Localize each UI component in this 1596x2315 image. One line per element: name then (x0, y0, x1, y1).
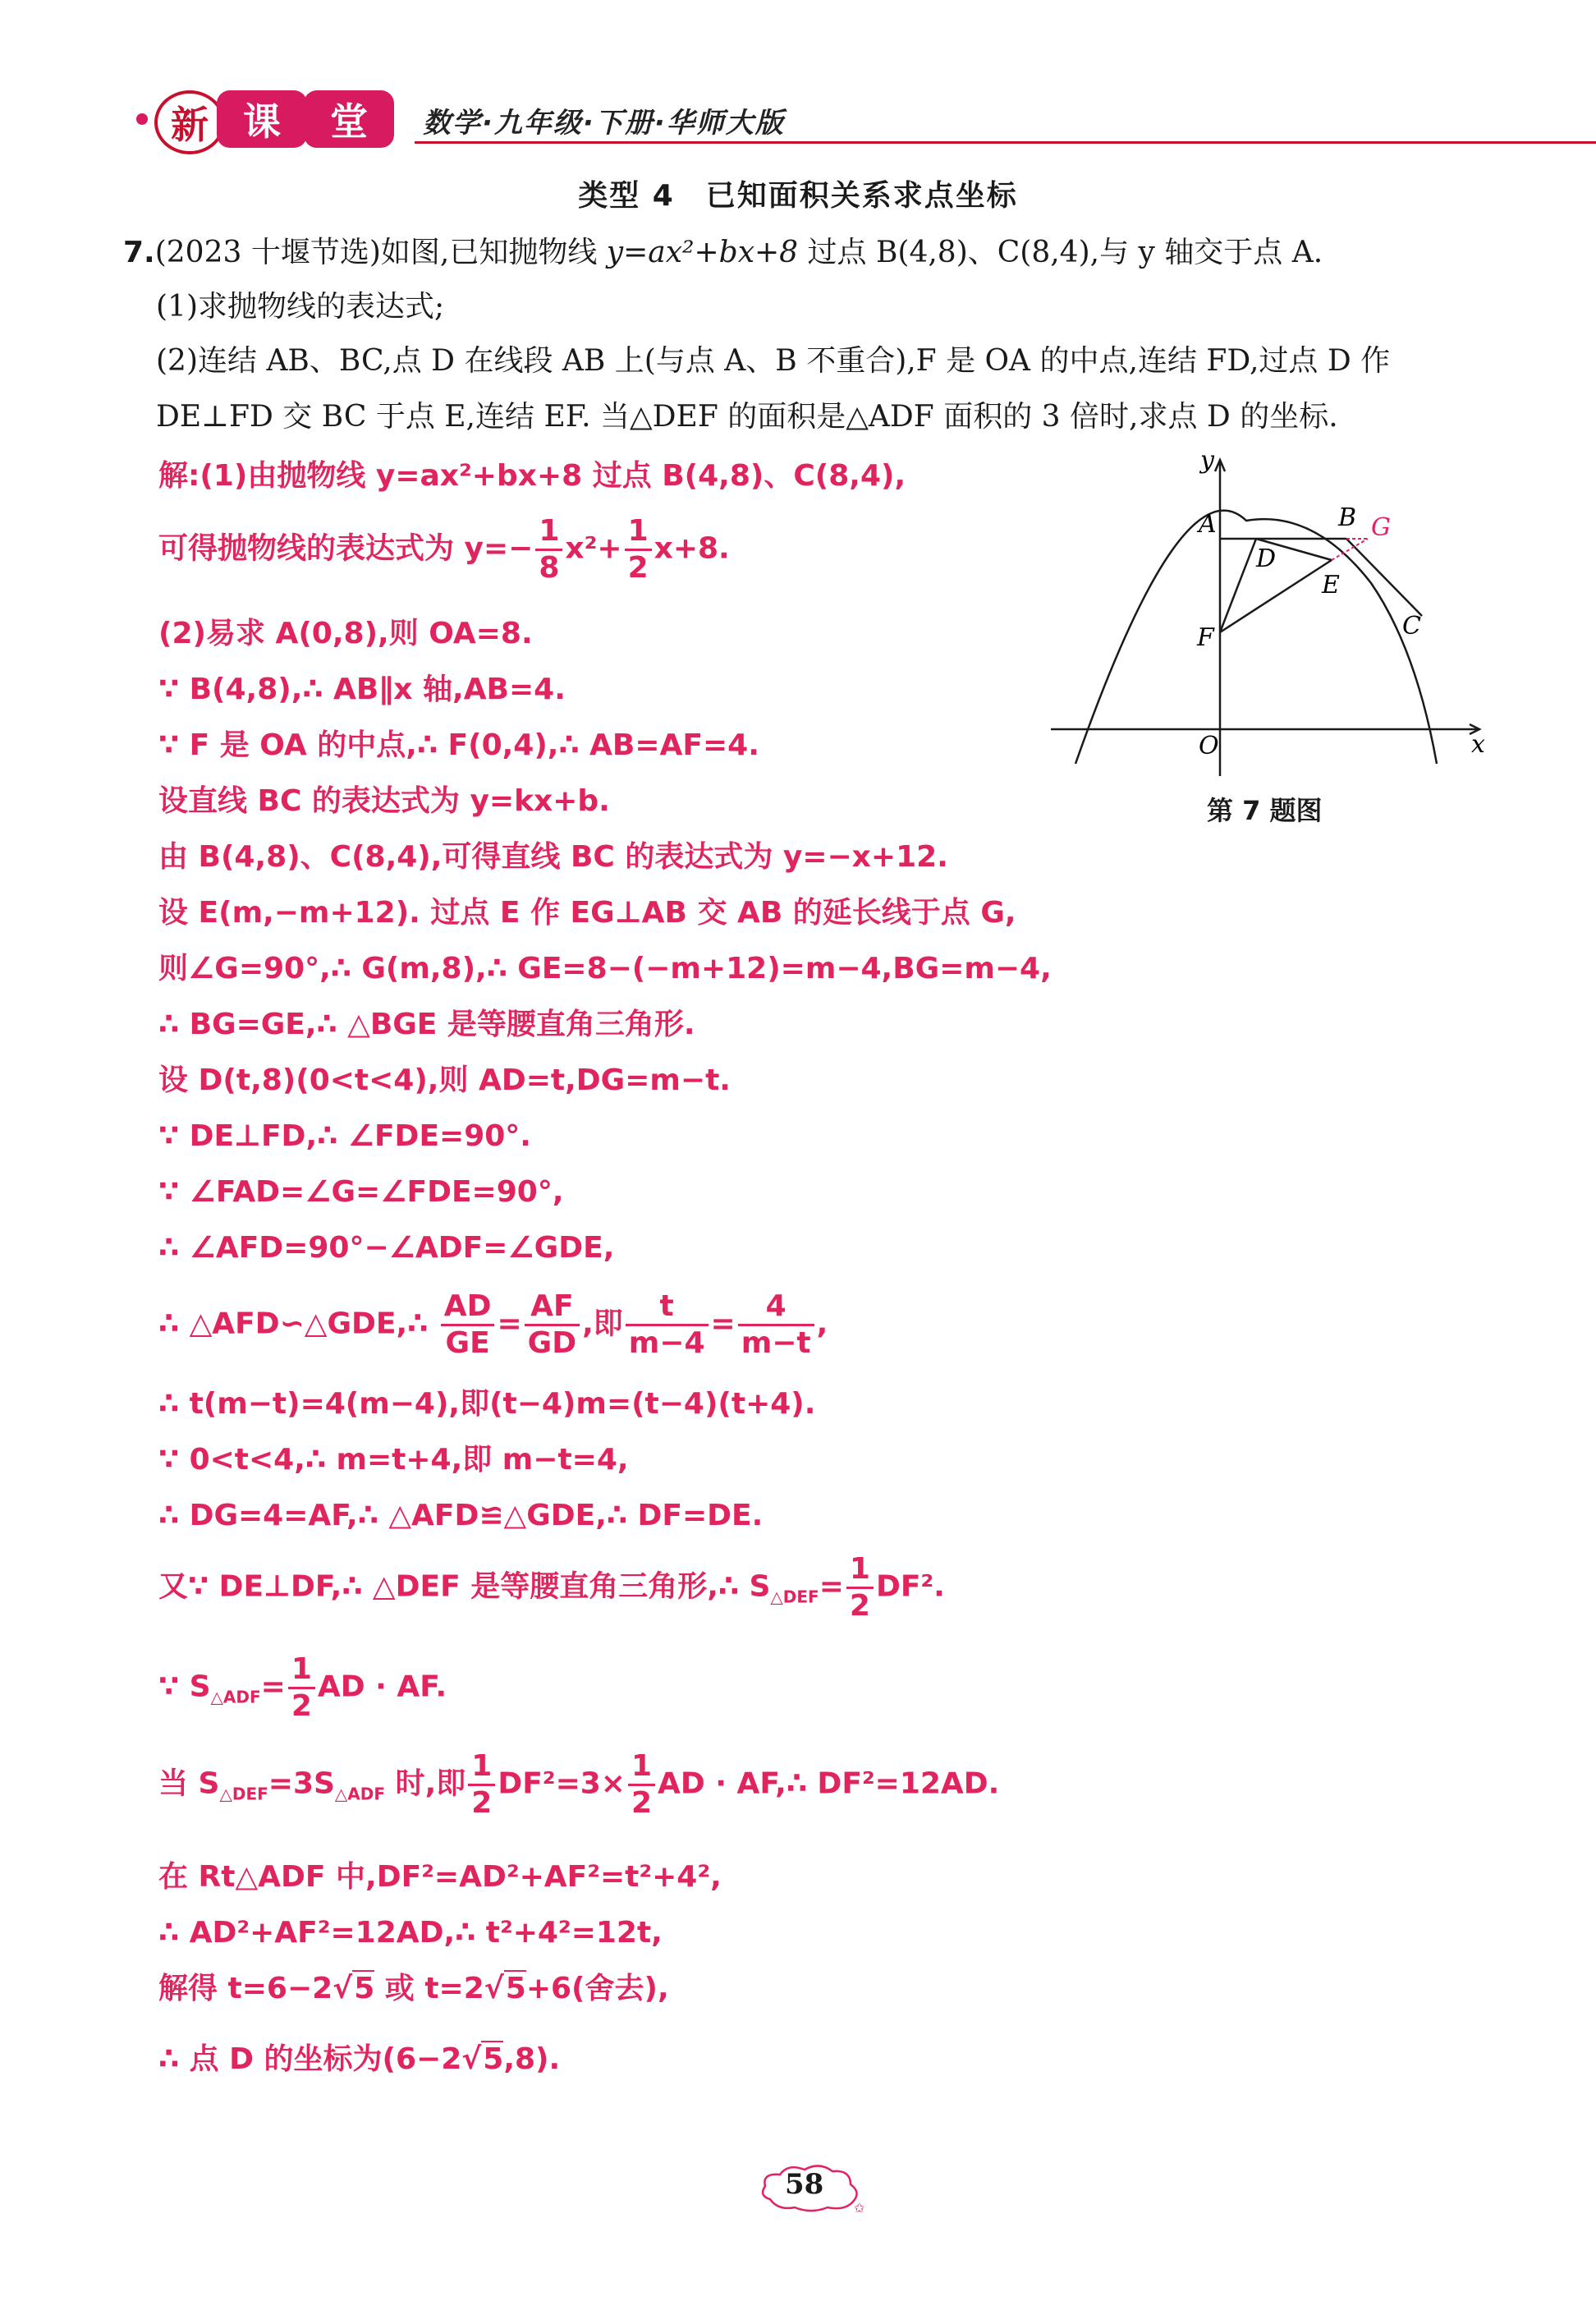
solution-text: ,8). (503, 2042, 561, 2076)
solution-text: x+8. (654, 531, 730, 566)
section-title: 类型 4 已知面积关系求点坐标 (578, 179, 1018, 213)
solution-text: =3S (268, 1766, 335, 1801)
book-title: 数学·九年级·下册·华师大版 (423, 107, 785, 140)
solution-line-24: 解得 t=6−2√5 或 t=2√5+6(舍去), (158, 1972, 669, 2005)
solution-text: 或 t=2 (374, 1972, 484, 2005)
numerator: 1 (288, 1652, 315, 1689)
denominator: 8 (539, 551, 560, 585)
solution-line-13: ∵ ∠FAD=∠G=∠FDE=90°, (158, 1175, 564, 1209)
solution-line-4: ∵ B(4,8),∴ AB∥x 轴,AB=4. (158, 673, 566, 706)
label-x: x (1471, 730, 1485, 759)
denominator: 2 (291, 1689, 312, 1723)
fraction (468, 1749, 495, 1821)
label-B: B (1338, 503, 1357, 532)
denominator: m−t (741, 1326, 811, 1360)
area-subscript: △ADF (334, 1784, 386, 1804)
fraction (535, 514, 562, 586)
solution-text: DF². (875, 1569, 945, 1604)
solution-text: 可得抛物线的表达式为 y=− (158, 531, 534, 566)
numerator: 1 (628, 1749, 655, 1786)
problem-number: 7. (123, 236, 155, 269)
problem-stem-a: 如图,已知抛物线 (380, 236, 607, 269)
denominator: 2 (471, 1786, 493, 1820)
label-C: C (1402, 612, 1421, 641)
solution-text: , (816, 1307, 828, 1341)
equals-sign: = (710, 1307, 736, 1341)
label-G: G (1371, 513, 1391, 542)
fraction (525, 1289, 580, 1361)
numerator: 1 (846, 1552, 874, 1589)
fraction (441, 1289, 495, 1361)
denominator: GE (445, 1326, 490, 1360)
solution-line-23: ∴ AD²+AF²=12AD,∴ t²+4²=12t, (158, 1916, 663, 1950)
solution-line-15 (158, 1289, 828, 1361)
numerator: AF (525, 1289, 580, 1326)
solution-text: ∵ S (158, 1670, 211, 1704)
label-A: A (1199, 510, 1217, 539)
problem-stem (123, 237, 1323, 269)
solution-text: x²+ (565, 531, 622, 566)
series-logo (131, 85, 410, 151)
solution-line-14: ∴ ∠AFD=90°−∠ADF=∠GDE, (158, 1231, 615, 1265)
label-D: D (1256, 544, 1277, 573)
solution-text: 又∵ DE⊥DF,∴ △DEF 是等腰直角三角形,∴ S (158, 1569, 771, 1604)
svg-text:✩: ✩ (854, 2200, 865, 2216)
solution-line-5: ∵ F 是 OA 的中点,∴ F(0,4),∴ AB=AF=4. (158, 728, 759, 762)
solution-line-21 (158, 1749, 999, 1821)
solution-line-25: ∴ 点 D 的坐标为(6−2√5,8). (158, 2042, 561, 2076)
area-subscript: △DEF (770, 1587, 819, 1607)
problem-stem-b: 过点 B(4,8)、C(8,4),与 y 轴交于点 A. (798, 236, 1323, 269)
solution-line-12: ∵ DE⊥FD,∴ ∠FDE=90°. (158, 1119, 531, 1153)
logo-char-2: 课 (217, 90, 307, 148)
denominator: GD (527, 1326, 577, 1360)
solution-line-22: 在 Rt△ADF 中,DF²=AD²+AF²=t²+4², (158, 1860, 722, 1894)
solution-line-2 (158, 514, 730, 586)
area-subscript: △ADF (210, 1687, 261, 1707)
figure-caption: 第 7 题图 (1207, 795, 1323, 826)
radicand: 5 (354, 1972, 375, 2005)
solution-text: 当 S (158, 1766, 220, 1801)
solution-line-9: 则∠G=90°,∴ G(m,8),∴ GE=8−(−m+12)=m−4,BG=m−4, (158, 952, 1052, 985)
solution-line-17: ∵ 0<t<4,∴ m=t+4,即 m−t=4, (158, 1443, 629, 1477)
problem-source: (2023 十堰节选) (154, 236, 381, 269)
radicand: 5 (483, 2042, 504, 2076)
label-y: y (1200, 446, 1214, 475)
solution-line-8: 设 E(m,−m+12). 过点 E 作 EG⊥AB 交 AB 的延长线于点 G, (158, 896, 1016, 930)
page-header (115, 82, 1486, 156)
denominator: 2 (849, 1589, 870, 1623)
label-F: F (1197, 623, 1214, 652)
numerator: 1 (625, 514, 652, 551)
solution-text: ∴ 点 D 的坐标为(6−2 (158, 2042, 462, 2076)
solution-text: AD · AF. (317, 1670, 447, 1704)
solution-line-6: 设直线 BC 的表达式为 y=kx+b. (158, 784, 610, 818)
solution-text: 解得 t=6−2 (158, 1972, 333, 2005)
numerator: 4 (738, 1289, 814, 1326)
page-number-badge (754, 2160, 869, 2217)
fraction (625, 514, 652, 586)
solution-text: ,即 (582, 1307, 623, 1341)
solution-text: +6(舍去), (525, 1972, 669, 2005)
solution-text: AD · AF,∴ DF²=12AD. (658, 1766, 1000, 1801)
solution-line-7: 由 B(4,8)、C(8,4),可得直线 BC 的表达式为 y=−x+12. (158, 840, 948, 874)
logo-dot (136, 113, 148, 125)
segment-FD (1220, 539, 1256, 632)
solution-line-18: ∴ DG=4=AF,∴ △AFD≌△GDE,∴ DF=DE. (158, 1499, 764, 1532)
solution-line-10: ∴ BG=GE,∴ △BGE 是等腰直角三角形. (158, 1008, 695, 1041)
fraction (846, 1552, 874, 1624)
problem-part2-line1: (2)连结 AB、BC,点 D 在线段 AB 上(与点 A、B 不重合),F 是 OA 的中点,连结 FD,过点 D 作 (156, 344, 1391, 378)
solution-line-1: 解:(1)由抛物线 y=ax²+bx+8 过点 B(4,8)、C(8,4), (158, 459, 906, 493)
fraction (626, 1289, 709, 1361)
equals-sign: = (260, 1670, 286, 1704)
solution-text: 时,即 (385, 1766, 466, 1801)
problem-part2-line2: DE⊥FD 交 BC 于点 E,连结 EF. 当△DEF 的面积是△ADF 面积的 3 倍时,求点 D 的坐标. (156, 400, 1338, 434)
numerator: 1 (535, 514, 562, 551)
parabola-figure (1043, 443, 1502, 788)
logo-char-3: 堂 (304, 90, 394, 148)
header-rule (415, 141, 1596, 144)
equals-sign: = (497, 1307, 522, 1341)
solution-text: DF²=3× (498, 1766, 626, 1801)
solution-line-3: (2)易求 A(0,8),则 OA=8. (158, 617, 533, 650)
fraction (738, 1289, 814, 1361)
label-O: O (1199, 732, 1219, 760)
label-E: E (1322, 571, 1340, 599)
logo-char-1: 新 (154, 90, 225, 154)
solution-line-19 (158, 1552, 945, 1624)
equals-sign: = (819, 1569, 844, 1604)
numerator: t (626, 1289, 709, 1326)
solution-text: ∴ △AFD∽△GDE,∴ (158, 1307, 438, 1341)
numerator: AD (441, 1289, 495, 1326)
denominator: 2 (627, 551, 649, 585)
denominator: 2 (631, 1786, 653, 1820)
solution-line-16: ∴ t(m−t)=4(m−4),即(t−4)m=(t−4)(t+4). (158, 1387, 816, 1421)
area-subscript: △DEF (219, 1784, 268, 1804)
parabola-equation: y=ax²+bx+8 (606, 236, 799, 269)
fraction (628, 1749, 655, 1821)
page-number: 58 (785, 2168, 824, 2201)
denominator: m−4 (628, 1326, 705, 1360)
numerator: 1 (468, 1749, 495, 1786)
fraction (288, 1652, 315, 1724)
radicand: 5 (505, 1972, 526, 2005)
solution-line-20 (158, 1652, 447, 1724)
solution-line-11: 设 D(t,8)(0<t<4),则 AD=t,DG=m−t. (158, 1063, 731, 1097)
problem-part1: (1)求抛物线的表达式; (156, 290, 445, 324)
